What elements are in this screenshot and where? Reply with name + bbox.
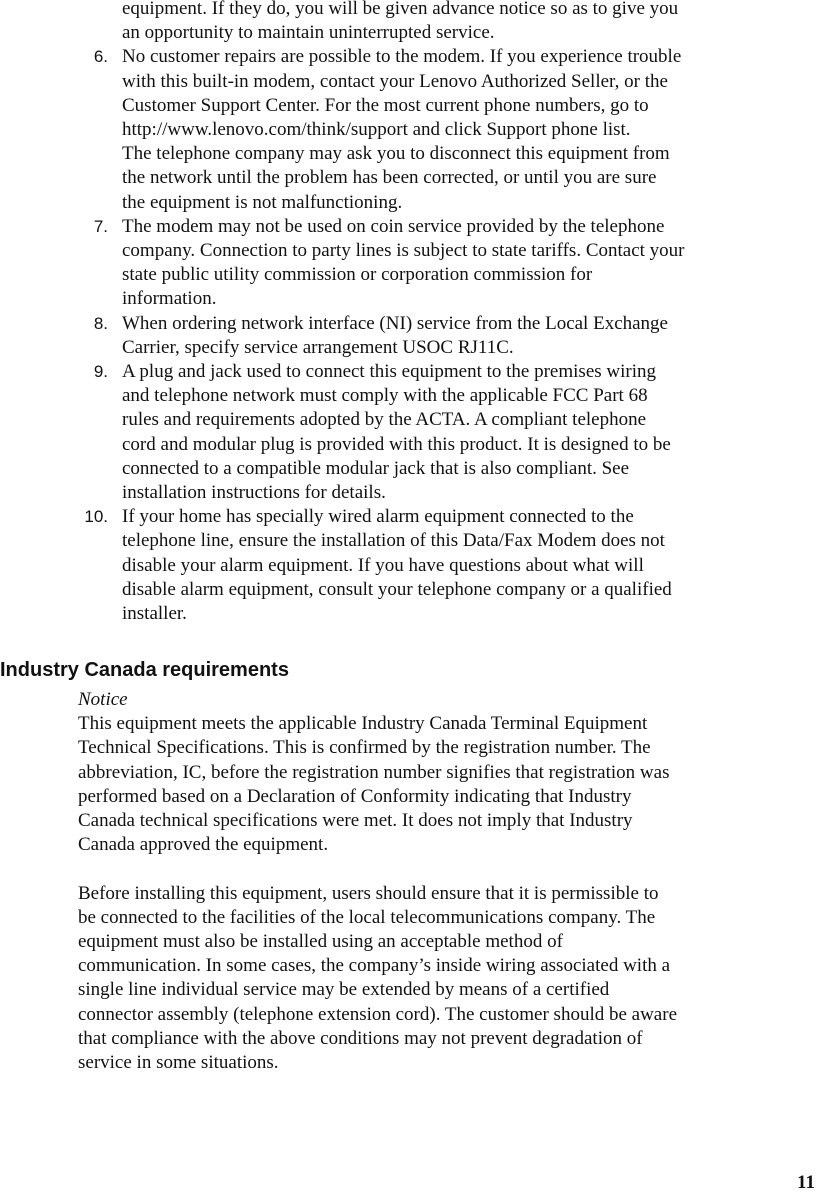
text-line: abbreviation, IC, before the registration number signifies that registration was <box>78 761 670 783</box>
list-item-6 <box>0 45 817 214</box>
text-line: Canada approved the equipment. <box>78 834 329 856</box>
text-line: Before installing this equipment, users should ensure that it is permissible to <box>78 882 659 904</box>
text-line: installer. <box>122 603 187 625</box>
text-line: No customer repairs are possible to the modem. If you experience trouble <box>122 46 682 68</box>
text-line: When ordering network interface (NI) service from the Local Exchange <box>122 312 668 334</box>
text-line: installation instructions for details. <box>122 482 386 504</box>
text-line: rules and requirements adopted by the ACTA. A compliant telephone <box>122 409 647 431</box>
text-line: performed based on a Declaration of Conformity indicating that Industry <box>78 785 632 807</box>
page-number: 11 <box>797 1172 815 1193</box>
list-item-text <box>122 505 817 626</box>
text-line: company. Connection to party lines is subject to state tariffs. Contact your <box>122 240 685 262</box>
paragraph-gap <box>78 857 817 881</box>
text-line: with this built-in modem, contact your Lenovo Authorized Seller, or the <box>122 70 668 92</box>
text-line: equipment. If they do, you will be given advance notice so as to give you <box>122 0 679 19</box>
text-line: telephone line, ensure the installation of this Data/Fax Modem does not <box>122 530 665 552</box>
text-line: connected to a compatible modular jack that is also compliant. See <box>122 457 630 479</box>
text-line: service in some situations. <box>78 1052 279 1074</box>
list-item-number: 6. <box>93 47 108 67</box>
text-line: the network until the problem has been corrected, or until you are sure <box>122 167 657 189</box>
text-line: the equipment is not malfunctioning. <box>122 191 403 213</box>
paragraph-2 <box>78 882 817 1076</box>
text-line: Technical Specifications. This is confirmed by the registration number. The <box>78 737 651 759</box>
text-line: Canada technical specifications were met. It does not imply that Industry <box>78 810 633 832</box>
text-line: If your home has specially wired alarm equipment connected to the <box>122 506 634 528</box>
text-line: Customer Support Center. For the most current phone numbers, go to <box>122 94 649 116</box>
notice-label: Notice <box>78 689 128 710</box>
text-line: information. <box>122 288 217 310</box>
list-item-number: 9. <box>93 362 108 382</box>
text-line: The modem may not be used on coin service provided by the telephone <box>122 215 665 237</box>
text-line: connector assembly (telephone extension cord). The customer should be aware <box>78 1003 678 1025</box>
text-line: The telephone company may ask you to disconnect this equipment from <box>122 143 670 165</box>
list-item-8 <box>0 312 817 360</box>
section-body <box>78 688 817 1075</box>
paragraph-1 <box>78 712 817 857</box>
list-item-number: 10. <box>84 507 108 527</box>
text-line: be connected to the facilities of the local telecommunications company. The <box>78 906 656 928</box>
list-item-text <box>122 312 817 360</box>
list-item-number: 8. <box>93 313 108 333</box>
text-line: disable your alarm equipment. If you have questions about what will <box>122 554 644 576</box>
list-item-9 <box>0 360 817 505</box>
list-item-number: 7. <box>93 216 108 236</box>
text-line: communication. In some cases, the company’s inside wiring associated with a <box>78 955 671 977</box>
list-item-10 <box>0 505 817 626</box>
text-line: single line individual service may be extended by means of a certified <box>78 979 610 1001</box>
text-line: Carrier, specify service arrangement USOC RJ11C. <box>122 336 514 358</box>
text-line: and telephone network must comply with the applicable FCC Part 68 <box>122 385 648 407</box>
text-line: disable alarm equipment, consult your telephone company or a qualified <box>122 578 672 600</box>
text-line: that compliance with the above conditions may not prevent degradation of <box>78 1027 643 1049</box>
text-line: an opportunity to maintain uninterrupted service. <box>122 22 495 44</box>
text-line: A plug and jack used to connect this equipment to the premises wiring <box>122 361 657 383</box>
section-heading: Industry Canada requirements <box>0 659 289 681</box>
list-item-text <box>122 45 817 214</box>
list-item-7 <box>0 215 817 312</box>
list-item-continuation <box>0 0 817 45</box>
list-item-text <box>122 215 817 312</box>
text-line: http://www.lenovo.com/think/support and click Support phone list. <box>122 119 631 141</box>
list-item-text <box>122 360 817 505</box>
text-line: cord and modular plug is provided with this product. It is designed to be <box>122 433 671 455</box>
text-line: equipment must also be installed using an acceptable method of <box>78 931 563 953</box>
text-line: This equipment meets the applicable Industry Canada Terminal Equipment <box>78 713 648 735</box>
text-line: state public utility commission or corporation commission for <box>122 264 593 286</box>
list-item-text <box>122 0 817 45</box>
